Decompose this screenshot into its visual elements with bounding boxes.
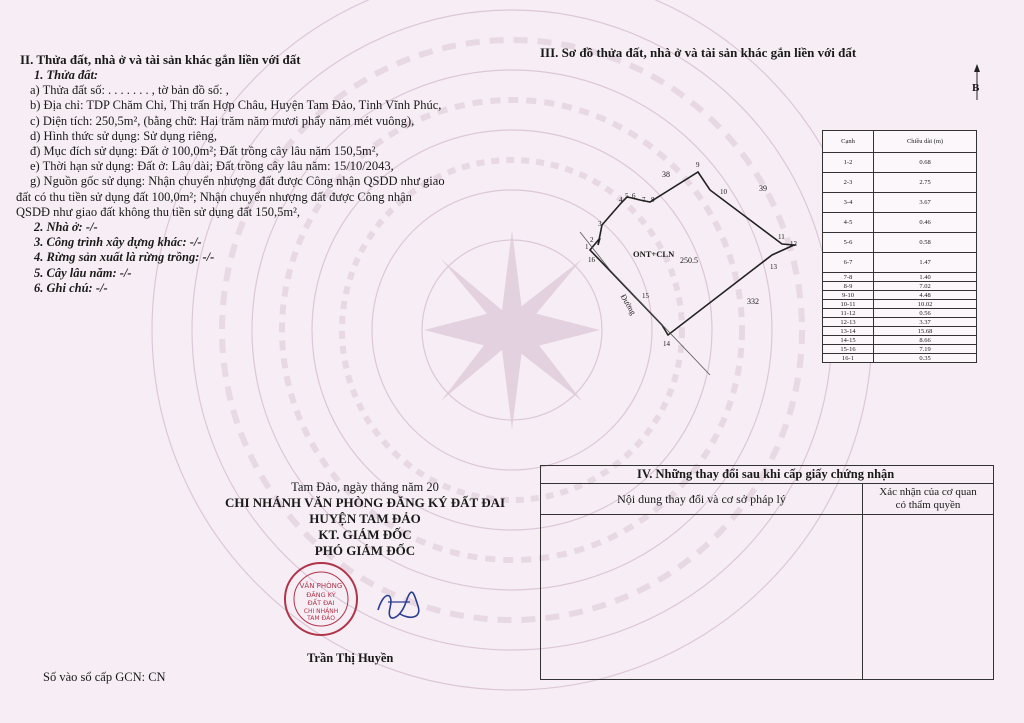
construction-item: 3. Công trình xây dựng khác: -/- xyxy=(34,235,202,250)
section2-title: II. Thửa đất, nhà ở và tài sản khác gắn liền với đất xyxy=(20,52,301,67)
table-cell: 2.75 xyxy=(874,173,977,193)
parcel-label: ONT+CLN xyxy=(633,249,675,259)
table-cell: 6-7 xyxy=(823,253,874,273)
table-cell: 16-1 xyxy=(823,354,874,363)
forest-item: 4. Rừng sản xuất là rừng trồng: -/- xyxy=(34,250,215,265)
table-cell: 15.68 xyxy=(874,327,977,336)
land-heading: 1. Thửa đất: xyxy=(34,68,99,82)
table-cell: 7.02 xyxy=(874,282,977,291)
table-cell: 12-13 xyxy=(823,318,874,327)
vertex-label: 1 xyxy=(585,243,589,251)
svg-text:VĂN PHÒNG: VĂN PHÒNG xyxy=(299,582,343,590)
neighbor-parcel: 332 xyxy=(747,297,759,306)
vertex-label: 16 xyxy=(588,256,595,264)
place-date: Tam Đảo, ngày tháng năm 20 xyxy=(291,480,439,494)
table-cell: 11-12 xyxy=(823,309,874,318)
table-cell: 8.66 xyxy=(874,336,977,345)
house-item: 2. Nhà ở: -/- xyxy=(34,220,98,235)
vertex-label: 5 xyxy=(625,192,629,200)
north-arrow-icon xyxy=(965,62,995,102)
signer-name: Trần Thị Huyền xyxy=(307,651,394,665)
section4-title: IV. Những thay đổi sau khi cấp giấy chứng nhận xyxy=(541,466,993,484)
table-cell: 0.58 xyxy=(874,233,977,253)
table-cell: 4.48 xyxy=(874,291,977,300)
changes-col-confirmation xyxy=(862,484,993,516)
handwritten-signature xyxy=(370,580,430,630)
land-item: g) Nguồn gốc sử dụng: Nhận chuyển nhượng đất được Công nhận QSDD như giao xyxy=(30,174,445,189)
section2-list xyxy=(16,68,445,296)
perennial-item: 5. Cây lâu năm: -/- xyxy=(34,265,132,280)
vertex-label: 3 xyxy=(598,220,602,228)
org-district: HUYỆN TAM ĐẢO xyxy=(309,511,421,526)
table-cell: 4-5 xyxy=(823,213,874,233)
land-item: b) Địa chỉ: TDP Chăm Chỉ, Thị trấn Hợp Châu, Huyện Tam Đảo, Tỉnh Vĩnh Phúc, xyxy=(30,98,442,113)
svg-text:ĐẤT ĐAI: ĐẤT ĐAI xyxy=(307,599,335,607)
parcel-area: 250.5 xyxy=(680,256,698,265)
table-cell: 1.40 xyxy=(874,273,977,282)
road-label: Đường xyxy=(618,292,638,317)
table-cell: 8-9 xyxy=(823,282,874,291)
land-item: QSDĐ như giao đất không thu tiền sử dụng đất 150,5m², xyxy=(16,204,300,219)
edge-length-table xyxy=(822,130,977,363)
land-item: e) Thời hạn sử dụng: Đất ở: Lâu dài; Đất trồng cây lâu năm: 15/10/2043, xyxy=(30,159,394,174)
neighbor-parcel: 38 xyxy=(662,170,670,179)
land-item: d) Hình thức sử dụng: Sử dụng riêng, xyxy=(30,128,217,143)
table-cell: 14-15 xyxy=(823,336,874,345)
column-divider xyxy=(862,514,863,679)
svg-text:ĐĂNG KÝ: ĐĂNG KÝ xyxy=(306,591,336,599)
table-cell: 2-3 xyxy=(823,173,874,193)
land-item: đất có thu tiền sử dụng đất 100,0m²; Nhận chuyển nhượng đất được Công nhận xyxy=(16,189,412,204)
table-cell: 3.67 xyxy=(874,193,977,213)
changes-col-content: Nội dung thay đổi và cơ sở pháp lý xyxy=(617,492,786,506)
changes-col-confirmation-line2: có thẩm quyền xyxy=(895,499,961,511)
vertex-label: 12 xyxy=(790,240,797,248)
vertex-label: 2 xyxy=(590,236,594,244)
table-cell: 10.02 xyxy=(874,300,977,309)
vertex-label: 10 xyxy=(720,188,727,196)
vertex-label: 13 xyxy=(770,263,777,271)
notes-item: 6. Ghi chú: -/- xyxy=(34,280,108,295)
vertex-label: 9 xyxy=(696,161,700,169)
org-name: CHI NHÁNH VĂN PHÒNG ĐĂNG KÝ ĐẤT ĐAI xyxy=(224,495,506,510)
land-item: c) Diện tích: 250,5m², (bằng chữ: Hai trăm năm mươi phẩy năm mét vuông), xyxy=(30,113,415,128)
table-cell: 0.46 xyxy=(874,213,977,233)
table-header: Cạnh xyxy=(823,131,874,153)
signer-title: PHÓ GIÁM ĐỐC xyxy=(314,543,416,558)
table-cell: 3-4 xyxy=(823,193,874,213)
land-item: a) Thửa đất số: . . . . . . . , tờ bản đồ số: , xyxy=(30,83,229,98)
table-cell: 10-11 xyxy=(823,300,874,309)
land-item: đ) Mục đích sử dụng: Đất ở 100,0m²; Đất trồng cây lâu năm 150,5m², xyxy=(30,144,379,159)
vertex-label: 14 xyxy=(663,340,670,348)
north-label: B xyxy=(972,82,980,94)
vertex-label: 7 xyxy=(642,196,646,204)
table-cell: 9-10 xyxy=(823,291,874,300)
svg-text:CHI NHÁNH: CHI NHÁNH xyxy=(303,608,339,615)
table-cell: 7.19 xyxy=(874,345,977,354)
vertex-label: 11 xyxy=(778,233,785,241)
table-cell: 0.56 xyxy=(874,309,977,318)
section3-title: III. Sơ đồ thửa đất, nhà ở và tài sản khác gắn liền với đất xyxy=(540,45,857,60)
table-cell: 0.35 xyxy=(874,354,977,363)
vertex-label: 6 xyxy=(632,192,636,200)
table-cell: 1.47 xyxy=(874,253,977,273)
vertex-label: 15 xyxy=(642,292,649,300)
table-header: Chiều dài (m) xyxy=(874,131,977,153)
vertex-label: 8 xyxy=(651,196,655,204)
svg-text:TAM ĐẢO: TAM ĐẢO xyxy=(307,615,335,622)
changes-table xyxy=(540,465,994,680)
signature-block xyxy=(215,480,515,559)
table-cell: 15-16 xyxy=(823,345,874,354)
neighbor-parcel: 39 xyxy=(759,184,767,193)
table-cell: 0.68 xyxy=(874,153,977,173)
table-cell: 7-8 xyxy=(823,273,874,282)
changes-col-confirmation-line1: Xác nhận của cơ quan xyxy=(879,486,977,498)
table-cell: 3.37 xyxy=(874,318,977,327)
registry-number: Số vào sổ cấp GCN: CN xyxy=(43,670,166,684)
table-cell: 5-6 xyxy=(823,233,874,253)
vertex-label: 4 xyxy=(619,196,623,204)
table-cell: 13-14 xyxy=(823,327,874,336)
signer-role: KT. GIÁM ĐỐC xyxy=(318,527,412,542)
official-stamp xyxy=(281,560,361,638)
table-cell: 1-2 xyxy=(823,153,874,173)
